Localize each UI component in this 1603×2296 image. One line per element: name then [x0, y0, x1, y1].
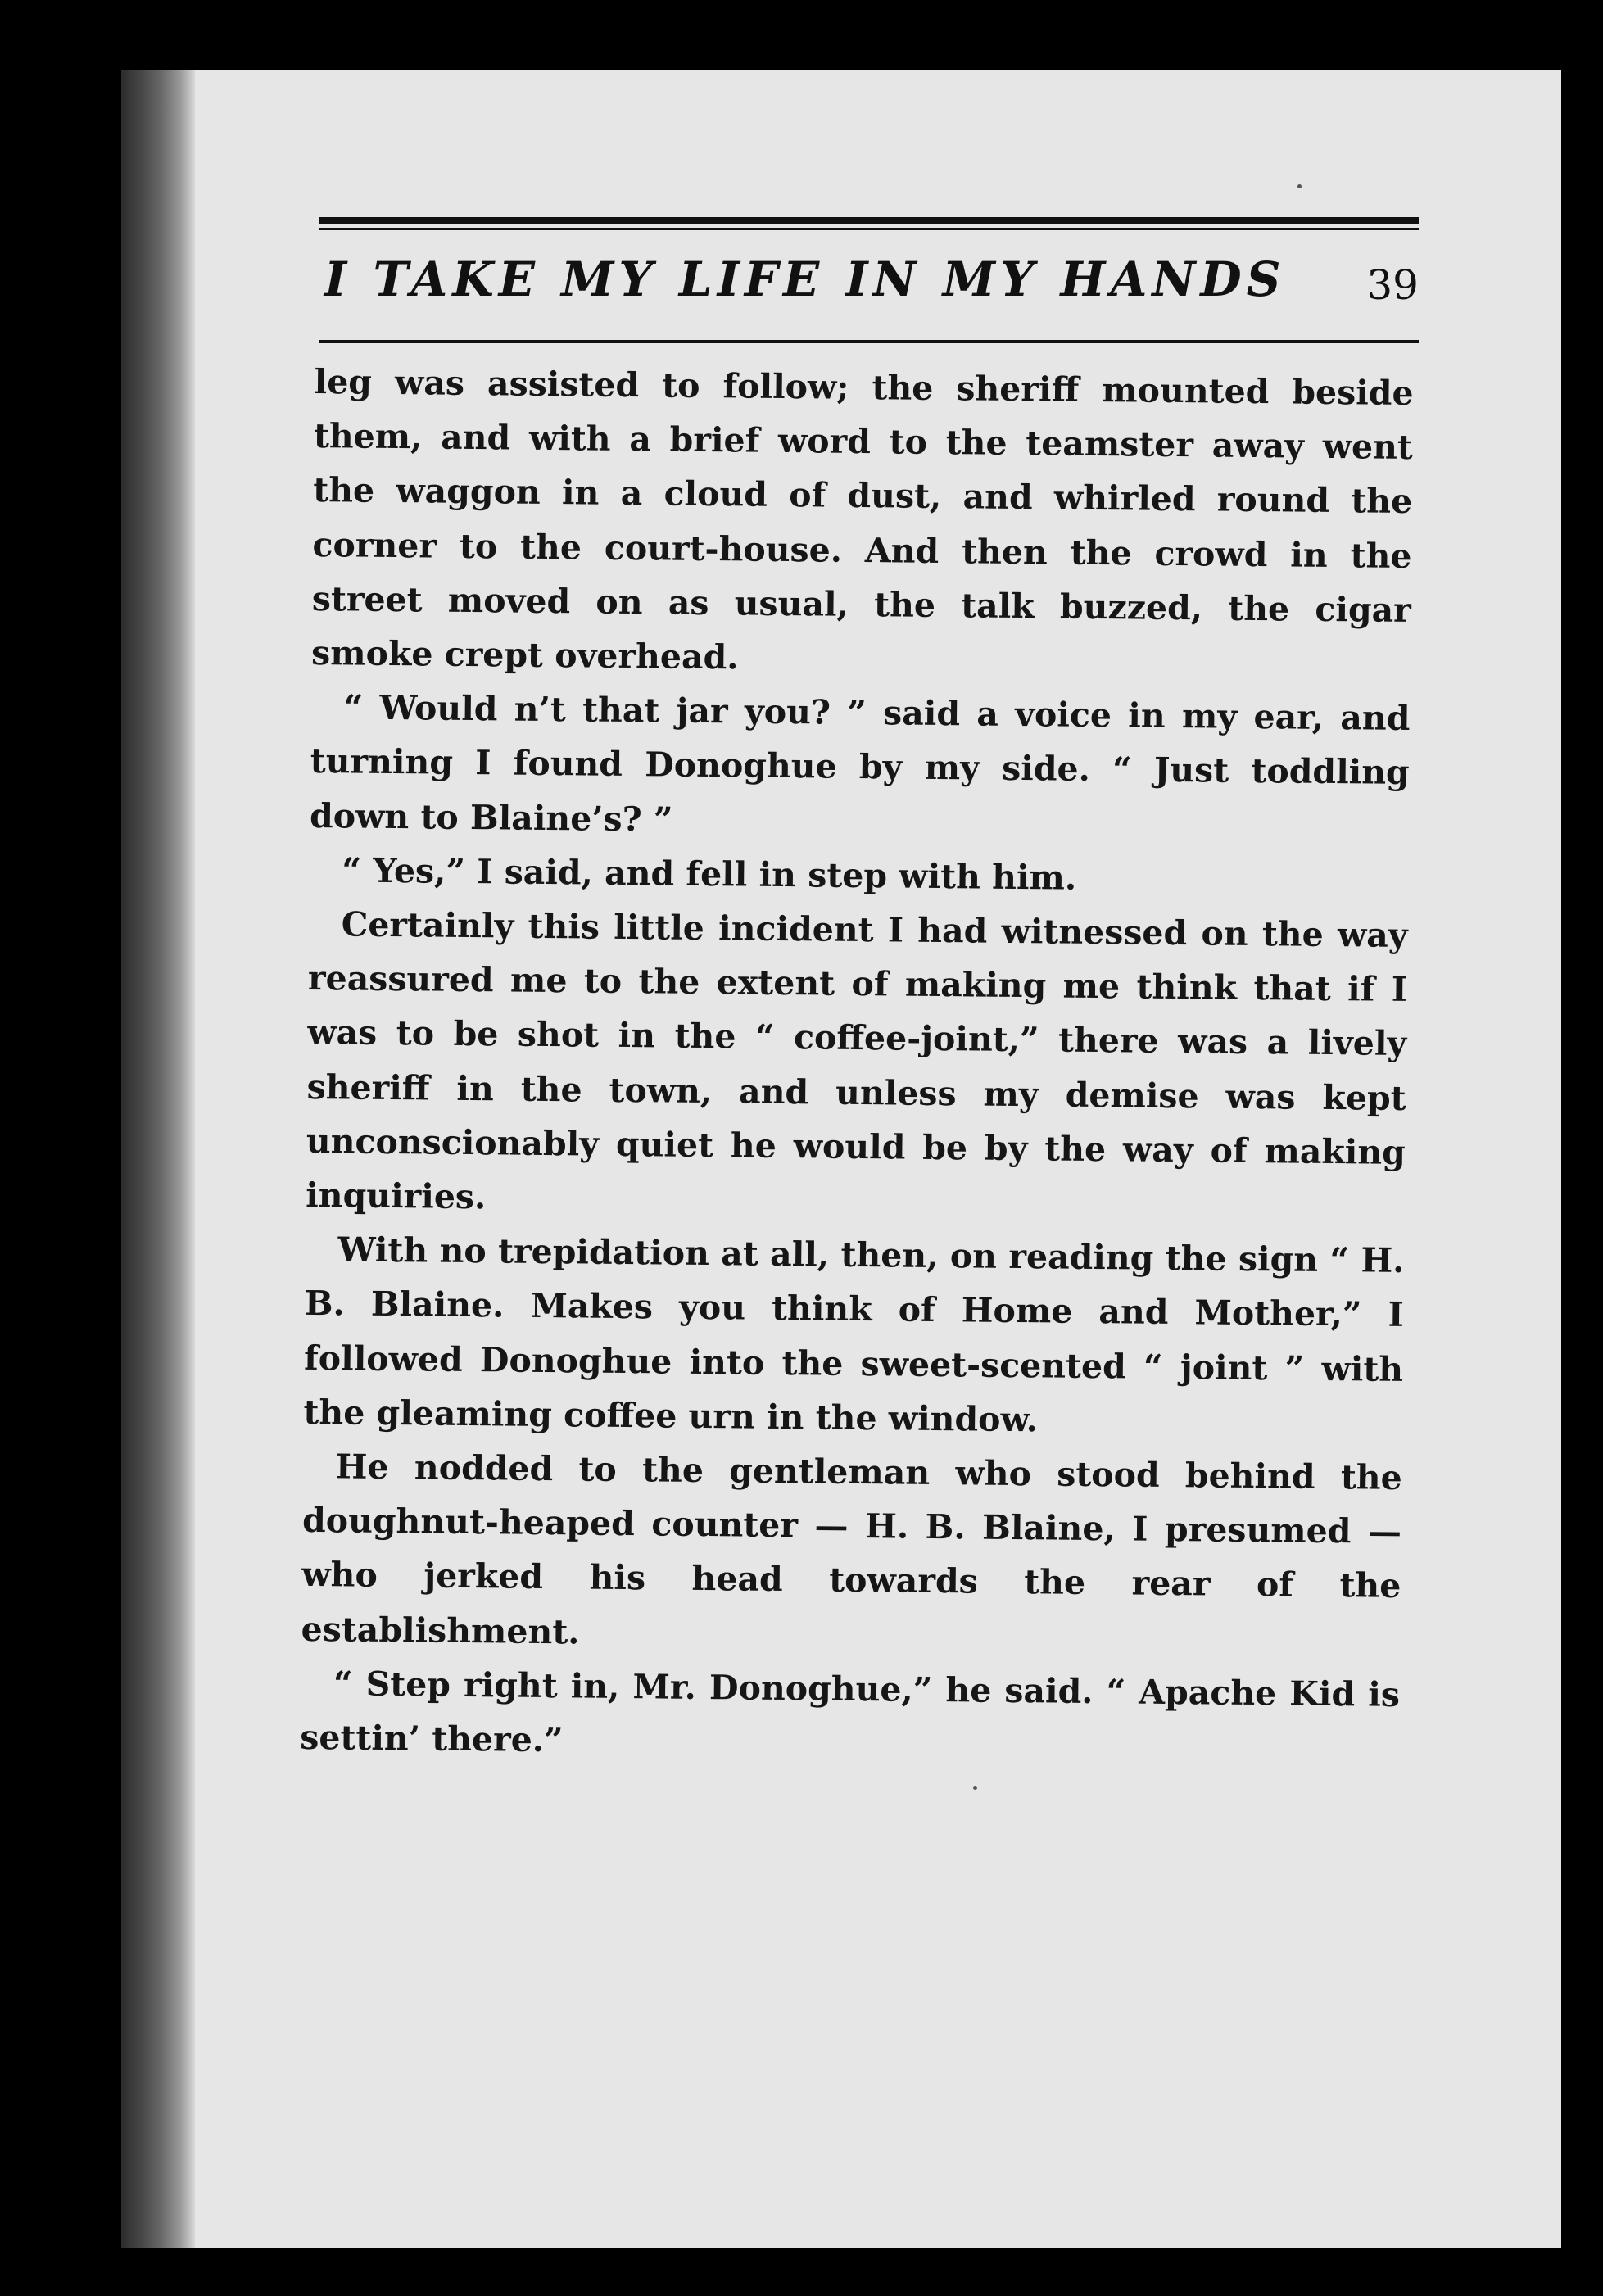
header-underline-rule: [319, 340, 1419, 343]
paragraph: “ Step right in, Mr. Donoghue,” he said. “ Apache Kid is settin’ there.”: [300, 1664, 1401, 1760]
scan-speck: [973, 1786, 977, 1790]
header-rule-thin: [319, 228, 1419, 230]
book-page: [121, 70, 1561, 2248]
paragraph: He nodded to the gentleman who stood behind the doughnut-heaped counter — H. B. Blaine, I presumed — who jerked his head towards the rear of the establishment.: [301, 1447, 1402, 1652]
paragraph: “ Would n’t that jar you? ” said a voice in my ear, and turning I found Donoghue by my side. “ Just toddling down to Blaine’s? ”: [309, 687, 1411, 840]
header-rule-thick: [319, 217, 1419, 224]
paragraph-continued: leg was assisted to follow; the sheriff mounted beside them, and with a brief word to the teamster away went the waggon in a cloud of dust, and whirled round the corner to the court-house. And then the crowd in the street moved on as usual, the talk buzzed, the cigar smoke crept overhead.: [310, 361, 1414, 677]
paragraph: With no trepidation at all, then, on reading the sign “ H. B. Blaine. Makes you think of Home and Mother,” I followed Donoghue into the sweet-scented “ joint ” with the gleaming coffee urn in the window.: [303, 1230, 1405, 1440]
binding-gutter-shadow: [121, 70, 195, 2248]
paragraph: Certainly this little incident I had witnessed on the way reassured me to the extent of making me think that if I was to be shot in the “ coffee-joint,” there was a lively sheriff in the town, and unless my demise was kept unconscionably quiet he would be by the way of making inquiries.: [306, 904, 1408, 1217]
paragraph: “ Yes,” I said, and fell in step with him.: [342, 850, 1077, 898]
scan-speck: [1297, 184, 1302, 188]
page-number: 39: [1366, 261, 1419, 309]
body-text: [300, 355, 1414, 1776]
running-head: I TAKE MY LIFE IN MY HANDS: [324, 251, 1286, 307]
page-header: [324, 251, 1419, 333]
header-double-rule: [319, 217, 1419, 233]
